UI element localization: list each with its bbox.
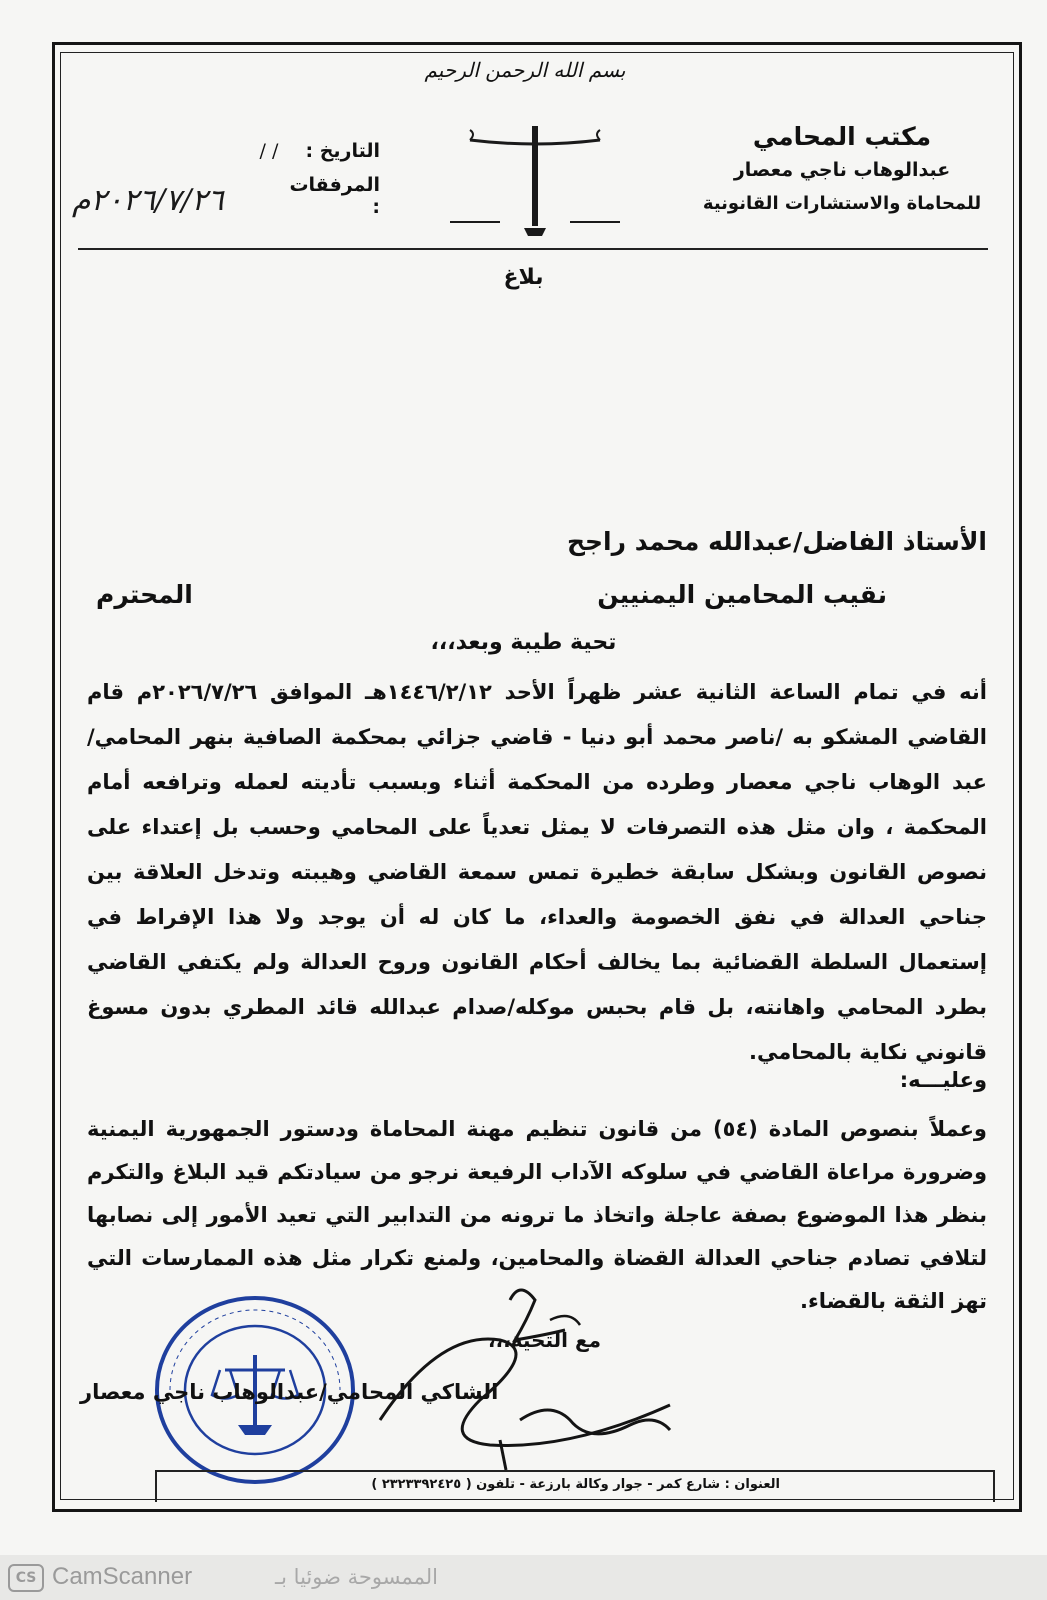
date-label: التاريخ : (305, 140, 380, 162)
date-row (80, 140, 380, 174)
basmala: بسم الله الرحمن الرحيم (424, 58, 626, 82)
addressee-title: نقيب المحامين اليمنيين (597, 580, 887, 609)
camscanner-logo-icon: CS (8, 1564, 44, 1592)
handwritten-date: ٢٠٢٦/٧/٢٦م (72, 183, 224, 218)
office-letterhead (697, 122, 987, 214)
header-divider (78, 248, 988, 250)
addressee-name: الأستاذ الفاضل/عبدالله محمد راجح (567, 527, 987, 556)
request-paragraph: وعملاً بنصوص المادة (٥٤) من قانون تنظيم مهنة المحاماة ودستور الجمهورية اليمنية وضرورة مراعاة القاضي في سلوكه الآداب الرفيعة نرجو من سيادتكم قيد البلاغ والتكرم بنظر هذا الموضوع بصفة عاجلة واتخاذ ما ترونه من التدابير التي تعيد الأمور إلى نصابها لتلافي تصادم جناحي العدالة القضاة والمحامين، ولمنع تكرار مثل هذه الممارسات التي تهز الثقة بالقضاء. (87, 1117, 987, 1313)
respected-label: المحترم (96, 580, 193, 609)
date-value: / / (259, 140, 279, 162)
camscanner-label: CamScanner (52, 1563, 193, 1590)
office-title: مكتب المحامي (752, 122, 932, 151)
lawyer-name: عبدالوهاب ناجي معصار (733, 159, 951, 181)
attachments-label: المرفقات : (289, 174, 380, 218)
subject-title: بلاغ (503, 265, 544, 290)
signer-name: الشاكي المحامي/عبدالوهاب ناجي معصار (80, 1380, 499, 1404)
body-paragraph: أنه في تمام الساعة الثانية عشر ظهراً الأحد ١٤٤٦/٢/١٢هـ الموافق ٢٠٢٦/٧/٢٦م قام القاضي المشكو به /ناصر محمد أبو دنيا - قاضي جزائي بمحكمة الصافية بنهر المحامي/عبد الوهاب ناجي معصار وطرده من المحكمة أثناء وبسبب تأديته لعمله وترافعه أمام المحكمة ، وان مثل هذه التصرفات لا يمثل تعدياً على المحامي وحسب بل إعتداء على نصوص القانون وبشكل سابقة خطيرة تمس سمعة القاضي وهيبته وتدخل العلاقة بين جناحي العدالة في نفق الخصومة والعداء، ما كان له أن يوجد ولا هذا الإفراط في إستعمال السلطة القضائية بما يخالف أحكام القانون وروح العدالة ولم يكتفي القاضي بطرد المحامي واهانته، بل قام بحبس موكله/صدام عبدالله قائد المطري بدون مسوغ قانوني نكاية بالمحامي. (87, 680, 988, 1064)
greeting: تحية طيبة وبعد،،، (430, 630, 617, 655)
closing-greeting: مع التحية،،، (488, 1328, 602, 1352)
footer-address: العنوان : شارع كمر - جوار وكالة بارزعة - تلفون ( ٢٣٢٣٣٩٢٤٢٥ ) (371, 1477, 780, 1492)
scanned-with-label: الممسوحة ضوئيا بـ (275, 1565, 438, 1589)
therefore-label: وعليـــه: (899, 1068, 987, 1092)
scales-of-justice-icon (440, 118, 630, 248)
handwritten-signature (360, 1270, 700, 1490)
office-subtitle: للمحاماة والاستشارات القانونية (702, 193, 982, 214)
